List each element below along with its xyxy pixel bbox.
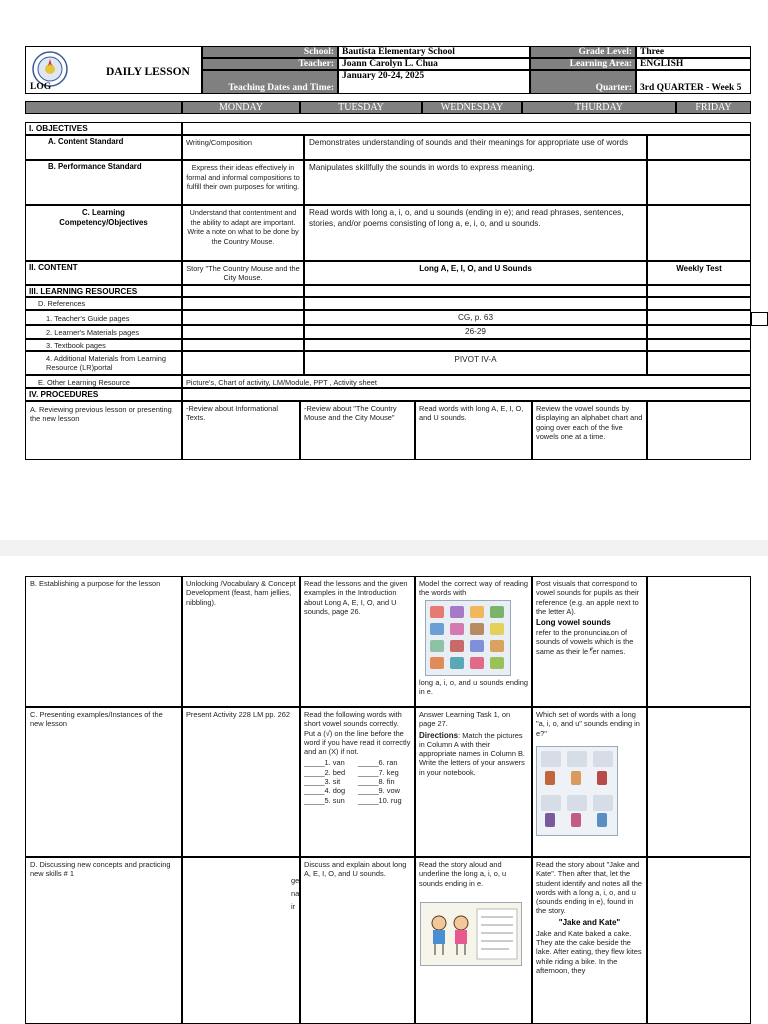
teachers-guide-value: CG, p. 63 <box>304 310 647 325</box>
stray-cell <box>751 312 768 326</box>
other-resource-value: Picture's, Chart of activity, LM/Module, PPT , Activity sheet <box>182 375 751 388</box>
proc-a-label: A. Reviewing previous lesson or presenting the new lesson <box>25 401 182 460</box>
proc-b-label: B. Establishing a purpose for the lesson <box>25 576 182 707</box>
performance-standard-friday <box>647 160 751 205</box>
day-tuesday: TUESDAY <box>300 101 422 114</box>
content-standard-label: A. Content Standard <box>25 135 182 160</box>
word-list-row <box>304 777 411 786</box>
proc-a-monday: -Review about Informational Texts. <box>182 401 300 460</box>
page-title: DAILY LESSON <box>106 66 190 78</box>
word-item: _____9. vow <box>358 786 400 796</box>
school-value: Bautista Elementary School <box>338 46 530 58</box>
day-friday: FRIDAY <box>676 101 751 114</box>
day-header-blank <box>25 101 182 114</box>
grade-label: Grade Level: <box>530 46 636 58</box>
resources-heading-monday <box>182 285 304 297</box>
procedures-heading-blank <box>182 388 751 401</box>
title-block <box>25 46 202 94</box>
learning-competency-monday: Understand that contentment and the ability to adapt are important. Write a note on what to be done by the Country Mouse. <box>182 205 304 261</box>
proc-c-wednesday-text: Answer Learning Task 1, on page 27. <box>419 710 511 729</box>
other-resource-label: E. Other Learning Resource <box>25 375 182 388</box>
story-title: "Jake and Kate" <box>558 917 621 927</box>
content-standard-friday <box>647 135 751 160</box>
quarter-value: 3rd QUARTER - Week 5 <box>636 70 751 94</box>
children-illustration-icon <box>421 903 521 965</box>
word-list-row <box>304 796 411 805</box>
references-mid <box>304 297 647 310</box>
textbook-monday <box>182 339 304 351</box>
content-friday: Weekly Test <box>647 261 751 285</box>
textbook-mid <box>304 339 647 351</box>
content-topic: Long A, E, I, O, and U Sounds <box>304 261 647 285</box>
teacher-value: Joann Carolyn L. Chua <box>338 58 530 70</box>
story-illustration <box>420 902 522 966</box>
references-friday <box>647 297 751 310</box>
textbook-label: 3. Textbook pages <box>25 339 182 351</box>
logo-text: LOG <box>30 82 52 92</box>
word-item: _____1. van <box>304 758 345 768</box>
additional-materials-friday <box>647 351 751 375</box>
proc-d-label: D. Discussing new concepts and practicing new skills # 1 <box>25 857 182 1024</box>
proc-c-wednesday-directions <box>416 731 531 779</box>
proc-b-friday <box>647 576 751 707</box>
proc-a-tuesday: -Review about "The Country Mouse and the City Mouse" <box>300 401 415 460</box>
word-item: _____6. ran <box>358 758 398 768</box>
proc-b-wednesday <box>415 576 532 707</box>
additional-materials-label: 4. Additional Materials from Learning Resource (LR)portal <box>25 351 182 375</box>
content-monday: Story "The Country Mouse and the City Mouse. <box>182 261 304 285</box>
teachers-guide-friday <box>647 310 751 325</box>
word-list-row <box>304 768 411 777</box>
stray-fragment: ir <box>291 902 296 911</box>
teacher-label: Teacher: <box>202 58 338 70</box>
proc-a-friday <box>647 401 751 460</box>
day-wednesday: WEDNESDAY <box>422 101 522 114</box>
word-item: _____5. sun <box>304 795 345 805</box>
textbook-friday <box>647 339 751 351</box>
directions-heading: Directions <box>419 730 459 740</box>
proc-b-wednesday-bottom: long a, i, o, and u sounds ending in e. <box>419 678 528 697</box>
word-item: _____4. dog <box>304 786 346 796</box>
proc-d-thursday-text: Read the story about "Jake and Kate". Then after that, let the student identify and notes all the words with a long a, i, o, and u (sounds ending in e), found in the story. <box>536 860 643 916</box>
directions-text: : Match the pictures in Column A with their appropriate names in Column B. Write the letters of your answers in your notebook. <box>419 730 525 777</box>
proc-b-tuesday: Read the lessons and the given examples in the Introduction about Long A, E, I, O, and U sounds, page 26. <box>300 576 415 707</box>
proc-a-wednesday: Read words with long A, E, I, O, and U sounds. <box>415 401 532 460</box>
learners-materials-monday <box>182 325 304 339</box>
proc-c-tuesday <box>300 707 415 857</box>
resources-heading: III. LEARNING RESOURCES <box>25 285 182 297</box>
proc-d-wednesday-text: Read the story aloud and underline the long a, i, o, u sounds ending in e. <box>419 860 507 888</box>
learners-materials-value: 26-29 <box>304 325 647 339</box>
performance-standard-monday: Express their ideas effectively in formal and informal compositions to fulfill their own purposes for writing. <box>182 160 304 205</box>
proc-c-thursday <box>532 707 647 857</box>
proc-d-thursday <box>532 857 647 1024</box>
proc-c-label: C. Presenting examples/Instances of the new lesson <box>25 707 182 857</box>
proc-c-friday <box>647 707 751 857</box>
vowel-picture-chart <box>425 600 511 676</box>
word-item: _____7. keg <box>358 767 399 777</box>
performance-standard-value: Manipulates skillfully the sounds in words to express meaning. <box>304 160 647 205</box>
proc-c-thursday-text: Which set of words with a long "a, i, o, and u" sounds ending in e?" <box>536 710 640 738</box>
proc-b-thursday-heading: Long vowel sounds <box>536 618 611 628</box>
performance-standard-label: B. Performance Standard <box>25 160 182 205</box>
proc-a-thursday: Review the vowel sounds by displaying an alphabet chart and going over each of the five vowels one at a time. <box>532 401 647 460</box>
stray-fragment: na <box>291 889 300 898</box>
word-item: _____8. fin <box>358 777 395 787</box>
proc-c-tuesday-text: Read the following words with short vowel sounds correctly. Put a (√) on the line before the word if you have read it correctly and an (X) if not. <box>304 710 411 757</box>
story-text: Jake and Kate baked a cake. They ate the cake beside the lake. After eating, they flew kites while riding a bike. In the afternoon, they <box>536 928 642 975</box>
proc-d-wednesday <box>415 857 532 1024</box>
day-monday: MONDAY <box>182 101 300 114</box>
proc-b-monday: Unlocking /Vocabulary & Concept Development (feast, ham jellies, nibbling). <box>182 576 300 707</box>
proc-c-wednesday <box>415 707 532 857</box>
word-item: _____2. bed <box>304 767 346 777</box>
resources-heading-friday <box>647 285 751 297</box>
proc-b-thursday-text-2: refer to the pronunciaఽon of sounds of vowels which is the same as their le్er names. <box>536 628 634 656</box>
teachers-guide-monday <box>182 310 304 325</box>
long-vowel-word-sets-image <box>536 746 618 836</box>
additional-materials-value: PIVOT IV-A <box>304 351 647 375</box>
objectives-heading: I. OBJECTIVES <box>25 122 182 135</box>
word-item: _____10. rug <box>358 795 402 805</box>
school-label: School: <box>202 46 338 58</box>
learning-competency-friday <box>647 205 751 261</box>
proc-b-thursday <box>532 576 647 707</box>
content-standard-value: Demonstrates understanding of sounds and their meanings for appropriate use of words <box>304 135 647 160</box>
learners-materials-friday <box>647 325 751 339</box>
dates-label: Teaching Dates and Time: <box>202 70 338 94</box>
area-value: ENGLISH <box>636 58 751 70</box>
proc-b-thursday-text: Post visuals that correspond to vowel sounds for pupils as their reference (e.g. an apple next to the letter A). <box>536 579 640 616</box>
word-list-row <box>304 758 411 767</box>
day-thursday: THURDAY <box>522 101 676 114</box>
proc-c-monday: Present Activity 228 LM pp. 262 <box>182 707 300 857</box>
learning-competency-label: C. Learning Competency/Objectives <box>25 205 182 261</box>
proc-d-monday <box>182 857 300 1024</box>
content-heading: II. CONTENT <box>25 261 182 285</box>
additional-materials-monday <box>182 351 304 375</box>
teachers-guide-label: 1. Teacher's Guide pages <box>25 310 182 325</box>
references-label: D. References <box>25 297 182 310</box>
proc-d-friday <box>647 857 751 1024</box>
word-list-row <box>304 786 411 795</box>
dates-value: January 20-24, 2025 <box>338 70 530 94</box>
objectives-row-blank <box>182 122 751 135</box>
area-label: Learning Area: <box>530 58 636 70</box>
grade-value: Three <box>636 46 751 58</box>
word-item: _____3. sit <box>304 777 341 787</box>
learning-competency-value: Read words with long a, i, o, and u sounds (ending in e); and read phrases, sentences, stories, and/or poems consisting of long a, e, i, o, and u sounds. <box>304 205 647 261</box>
references-monday <box>182 297 304 310</box>
content-standard-monday: Writing/Composition <box>182 135 304 160</box>
quarter-label: Quarter: <box>530 70 636 94</box>
page-2 <box>0 556 768 1024</box>
word-list <box>301 758 414 804</box>
proc-b-wednesday-top: Model the correct way of reading the words with <box>419 579 528 598</box>
learners-materials-label: 2. Learner's Materials pages <box>25 325 182 339</box>
resources-heading-mid <box>304 285 647 297</box>
procedures-heading: IV. PROCEDURES <box>25 388 182 401</box>
stray-fragment: ge <box>291 876 300 885</box>
proc-d-tuesday: Discuss and explain about long A, E, I, O, and U sounds. <box>300 857 415 1024</box>
